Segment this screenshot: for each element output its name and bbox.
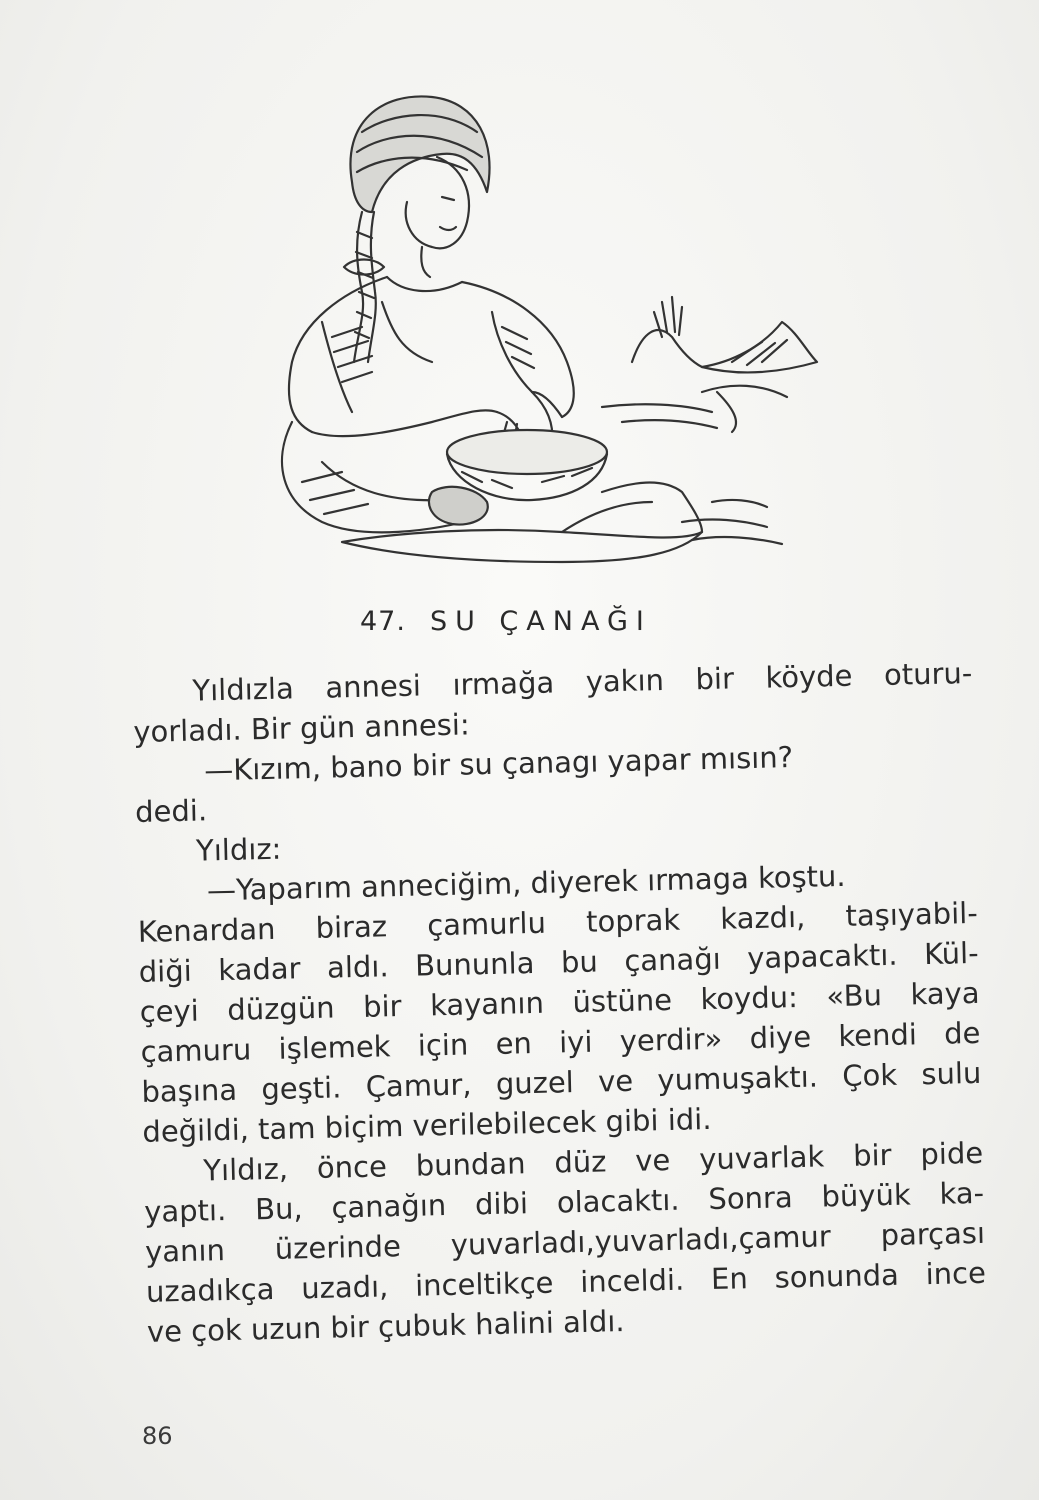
text-line: çamuru işlemek için en iyi yerdir» diye kendi de xyxy=(140,1015,981,1069)
chapter-heading xyxy=(360,606,652,637)
text-line: yaptı. Bu, çanağın dibi olacaktı. Sonra büyük ka- xyxy=(143,1175,985,1229)
text-line: uzadıkça uzadı, inceltikçe inceldi. En sonunda ince xyxy=(145,1255,987,1309)
text-line: —Kızım, bano bir su çanagı yapar mısın? xyxy=(203,740,794,788)
text-line: yanın üzerinde yuvarladı,yuvarladı,çamur parçası xyxy=(144,1215,986,1269)
chapter-number: 47. xyxy=(360,606,406,637)
chapter-title: SU ÇANAĞI xyxy=(429,606,652,637)
text-line: Kenardan biraz çamurlu toprak kazdı, taşıyabil- xyxy=(137,895,979,949)
text-line: ve çok uzun bir çubuk halini aldı. xyxy=(146,1303,625,1349)
text-line: Yıldızla annesi ırmağa yakın bir köyde oturu- xyxy=(192,655,973,708)
girl-making-clay-bowl-illustration xyxy=(262,62,822,572)
text-line: Yıldız: xyxy=(195,831,282,868)
text-line: —Yaparım anneciğim, diyerek ırmaga koştu. xyxy=(206,858,846,908)
text-line: değildi, tam biçim verilebilecek gibi idi. xyxy=(142,1101,712,1149)
text-line: çeyi düzgün bir kayanın üstüne koydu: «Bu kaya xyxy=(139,975,980,1029)
text-line: Yıldız, önce bundan düz ve yuvarlak bir pide xyxy=(202,1135,984,1188)
text-line: yorladı. Bir gün annesi: xyxy=(132,707,471,749)
page-number: 86 xyxy=(142,1422,173,1450)
text-line: diği kadar aldı. Bununla bu çanağı yapacaktı. Kül- xyxy=(138,935,979,989)
story-text xyxy=(132,653,987,1352)
text-line: başına geşti. Çamur, guzel ve yumuşaktı. Çok sulu xyxy=(141,1055,982,1109)
text-line: dedi. xyxy=(134,793,208,829)
